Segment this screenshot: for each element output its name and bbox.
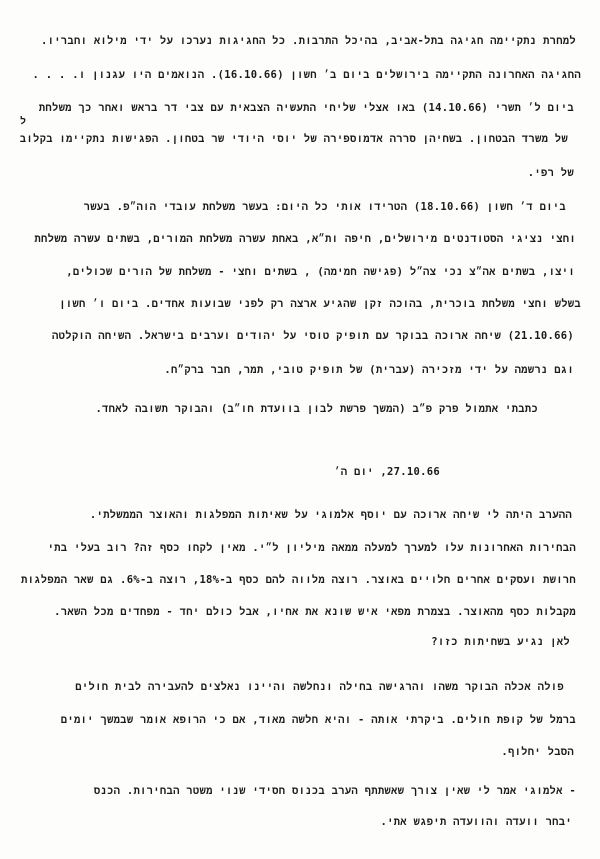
text-line-8: ויצו, בשתים אה״צ נכי צה״ל (פגישה חמימה) , בשתים וחצי - משלחת של הורים שכולים, xyxy=(66,266,575,278)
text-line-7: וחצי נציגי הסטודנטים מירושלים, חיפה ות״א, באחת עשרה משלחת המורים, בשתים עשרה משלחת xyxy=(34,233,576,245)
text-line-15: חרושת ועסקים אחרים חלויים באוצר. רוצה מלווה להם כסף ב-18%, רוצה ב-6%. גם שאר המפלגות xyxy=(20,574,576,586)
text-line-18: פולה אכלה הבוקר משהו והרגישה בחילה ונחלשה והיינו נאלצים להעבירה לבית חולים xyxy=(75,681,564,693)
text-line-6: ביום ד׳ חשון (18.10.66) הטרידו אותי כל היום: בעשר משלחת עובדי הוה״פ. בעשר xyxy=(83,201,566,213)
text-line-3: ביום ל׳ תשרי (14.10.66) באו אצלי שליחי התעשיה הצבאית עם צבי דר בראש ואחר כך משלחת xyxy=(38,102,574,114)
text-line-10: (21.10.66) שיחה ארוכה בבוקר עם תופיק טוסי על יהודים וערבים בישראל. השיחה הוקלטה xyxy=(52,330,574,342)
text-line-21: - אלמוגי אמר לי שאין צורך שאשתתף הערב בכנוס חסידי שנוי משטר הבחירות. הכנס xyxy=(93,785,576,797)
date-heading: 27.10.66, יום ה׳ xyxy=(334,466,440,478)
text-line-14: הבחירות האחרונות עלו למערך למעלה ממאה מיליון ל״י. מאין לקחו כסף זה? רוב בעלי בתי xyxy=(47,542,576,554)
text-line-4: של משרד הבטחון. בשחיהן סררה אדמוספירה של יוסי היודי שר בטחון. הפגישות נתקיימו בקלוב xyxy=(19,133,568,145)
text-line-12: כתבתי אתמול פרק פ״ב (המשך פרשת לבון בוועדת חו״ב) והבוקר תשובה לאחד. xyxy=(95,403,538,415)
text-line-2: החגיגה האחרונה התקיימה בירושלים ביום ב׳ חשון (16.10.66). הנואמים היו עגנון ו. . . . xyxy=(32,69,581,81)
text-line-16: מקבלות כסף מהאוצר. בצמרת מפאי איש שונא את אחיו, אבל כולם יחד - מפחדים מכל השאר. xyxy=(54,606,576,618)
text-line-5: של רפי. xyxy=(527,167,574,179)
stray-mark: ל xyxy=(20,116,27,127)
text-line-22: יבחר וועדה והוועדה תיפגש אתי. xyxy=(380,816,572,828)
text-line-17: לאן נגיע בשחיתות כזו? xyxy=(431,636,570,648)
text-line-1: למחרת נתקיימה חגיגה בתל-אביב, בהיכל התרבות. כל החגיגות נערכו על ידי מילוא וחבריו. xyxy=(40,35,576,47)
text-line-20: הסבל יחלוף. xyxy=(501,746,574,758)
text-line-19: ברמל של קופת חולים. ביקרתי אותה - והיא חלשה מאוד, אם כי הרופא אומר שבמשך יומים xyxy=(60,714,576,726)
text-line-13: ההערב היתה לי שיחה ארוכה עם יוסף אלמוגי על שאיתות המפלגות והאוצר הממשלתי. xyxy=(89,509,572,521)
text-line-11: וגם נרשמה על ידי מזכירה (עברית) של תופיק טובי, תמר, חבר ברק״ח. xyxy=(164,364,574,376)
text-line-9: בשלש וחצי משלחת בוכרית, בהוכה זקן שהגיע ארצה רק לפני שבועות אחדים. ביום ו׳ חשון xyxy=(59,298,581,310)
